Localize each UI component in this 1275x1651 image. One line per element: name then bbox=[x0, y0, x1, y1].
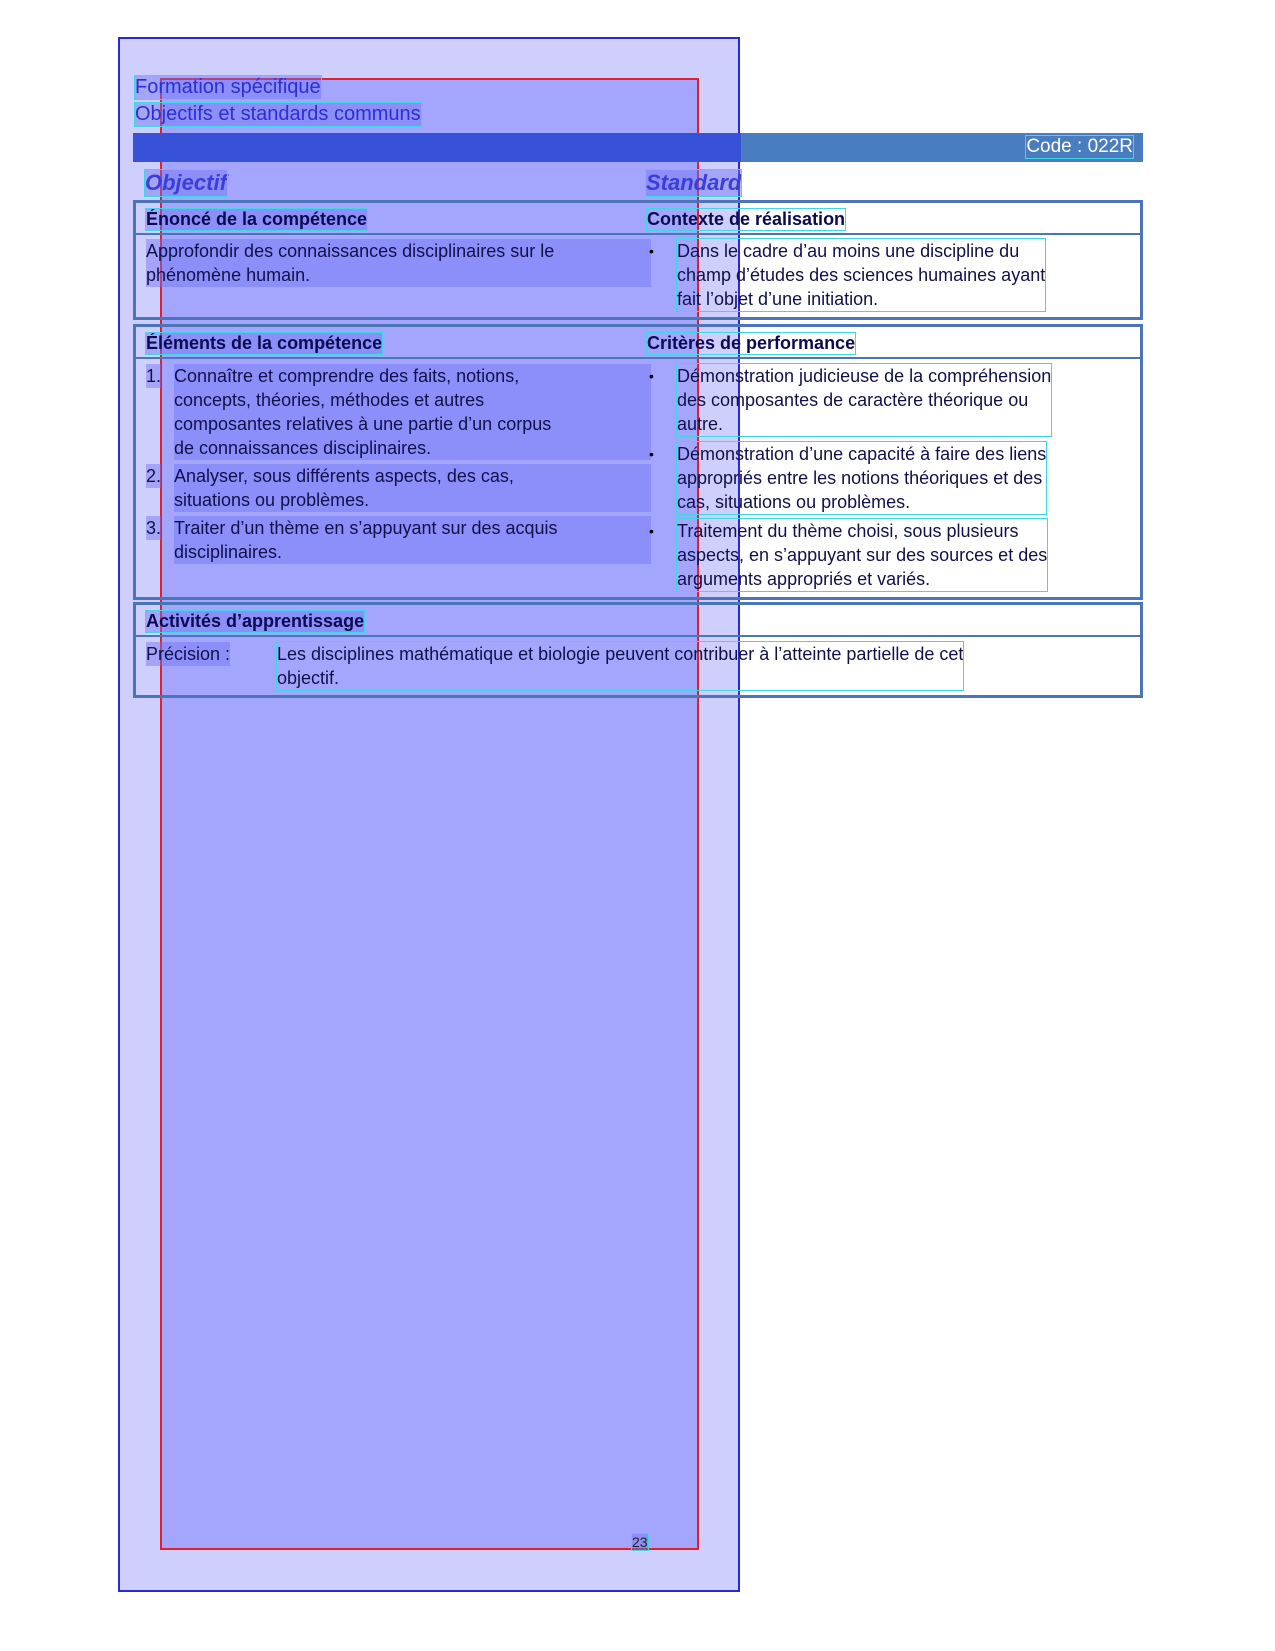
enonce-text-line: Approfondir des connaissances disciplinaires sur le bbox=[146, 241, 555, 261]
precision-line: objectif. bbox=[277, 668, 340, 688]
element-item-line: Connaître et comprendre des faits, notions, bbox=[174, 366, 520, 386]
code-label: Code : 022R bbox=[1026, 136, 1133, 157]
activities-box bbox=[133, 602, 1143, 698]
criterion-line: cas, situations ou problèmes. bbox=[677, 492, 911, 512]
column-standard-heading: Standard bbox=[646, 170, 742, 195]
criteria-title: Critères de performance bbox=[647, 333, 856, 353]
precision-label: Précision : bbox=[146, 644, 231, 664]
criterion-line: des composantes de caractère théorique ou bbox=[677, 390, 1029, 410]
element-item-line: concepts, théories, méthodes et autres bbox=[174, 390, 485, 410]
element-item-number: 3. bbox=[146, 518, 162, 538]
bullet-icon: • bbox=[649, 446, 654, 462]
activities-divider bbox=[136, 635, 1140, 637]
bullet-icon: • bbox=[649, 523, 654, 539]
enonce-text-line: phénomène humain. bbox=[146, 265, 311, 285]
element-item bbox=[174, 516, 651, 564]
criterion-line: arguments appropriés et variés. bbox=[677, 569, 931, 589]
criterion-line: autre. bbox=[677, 414, 724, 434]
criterion-item bbox=[677, 442, 1046, 514]
element-item-line: situations ou problèmes. bbox=[174, 490, 370, 510]
enonce-title: Énoncé de la compétence bbox=[146, 209, 368, 229]
bullet-icon: • bbox=[649, 368, 654, 384]
criterion-line: appropriés entre les notions théoriques et des bbox=[677, 468, 1043, 488]
element-item-line: de connaissances disciplinaires. bbox=[174, 438, 432, 458]
context-text-line: Dans le cadre d’au moins une discipline du bbox=[677, 241, 1020, 261]
criterion-line: aspects, en s’appuyant sur des sources et des bbox=[677, 545, 1048, 565]
criterion-line: Démonstration d’une capacité à faire des liens bbox=[677, 444, 1047, 464]
header-line-1: Formation spécifique bbox=[135, 76, 321, 98]
criterion-item bbox=[677, 519, 1047, 591]
code-bar bbox=[133, 133, 1143, 162]
elements-divider bbox=[136, 357, 1140, 359]
precision-line: Les disciplines mathématique et biologie peuvent contribuer à l’atteinte partielle de cet bbox=[277, 644, 964, 664]
elements-title: Éléments de la compétence bbox=[146, 333, 383, 353]
criterion-line: Traitement du thème choisi, sous plusieurs bbox=[677, 521, 1019, 541]
bullet-icon: • bbox=[649, 243, 654, 259]
criterion-line: Démonstration judicieuse de la compréhension bbox=[677, 366, 1052, 386]
context-text-line: fait l’objet d’une initiation. bbox=[677, 289, 879, 309]
element-item bbox=[174, 364, 651, 460]
context-text bbox=[677, 239, 1045, 311]
element-item-line: disciplinaires. bbox=[174, 542, 283, 562]
column-objective-heading: Objectif bbox=[145, 170, 227, 195]
enonce-divider bbox=[136, 233, 1140, 235]
enonce-text bbox=[146, 239, 651, 287]
page-number: 23 bbox=[632, 1534, 648, 1550]
element-item bbox=[174, 464, 651, 512]
element-item-line: Analyser, sous différents aspects, des cas, bbox=[174, 466, 514, 486]
element-item-number: 2. bbox=[146, 466, 162, 486]
element-item-line: composantes relatives à une partie d’un corpus bbox=[174, 414, 552, 434]
elements-box bbox=[133, 324, 1143, 600]
enonce-box bbox=[133, 200, 1143, 320]
criterion-item bbox=[677, 364, 1051, 436]
header-line-2: Objectifs et standards communs bbox=[135, 103, 421, 125]
element-item-number: 1. bbox=[146, 366, 162, 386]
element-item-line: Traiter d’un thème en s’appuyant sur des acquis bbox=[174, 518, 558, 538]
context-text-line: champ d’études des sciences humaines ayant bbox=[677, 265, 1046, 285]
code-bar-highlight bbox=[133, 133, 741, 162]
precision-text bbox=[277, 642, 963, 690]
activities-title: Activités d’apprentissage bbox=[146, 611, 365, 631]
context-title: Contexte de réalisation bbox=[647, 209, 846, 229]
